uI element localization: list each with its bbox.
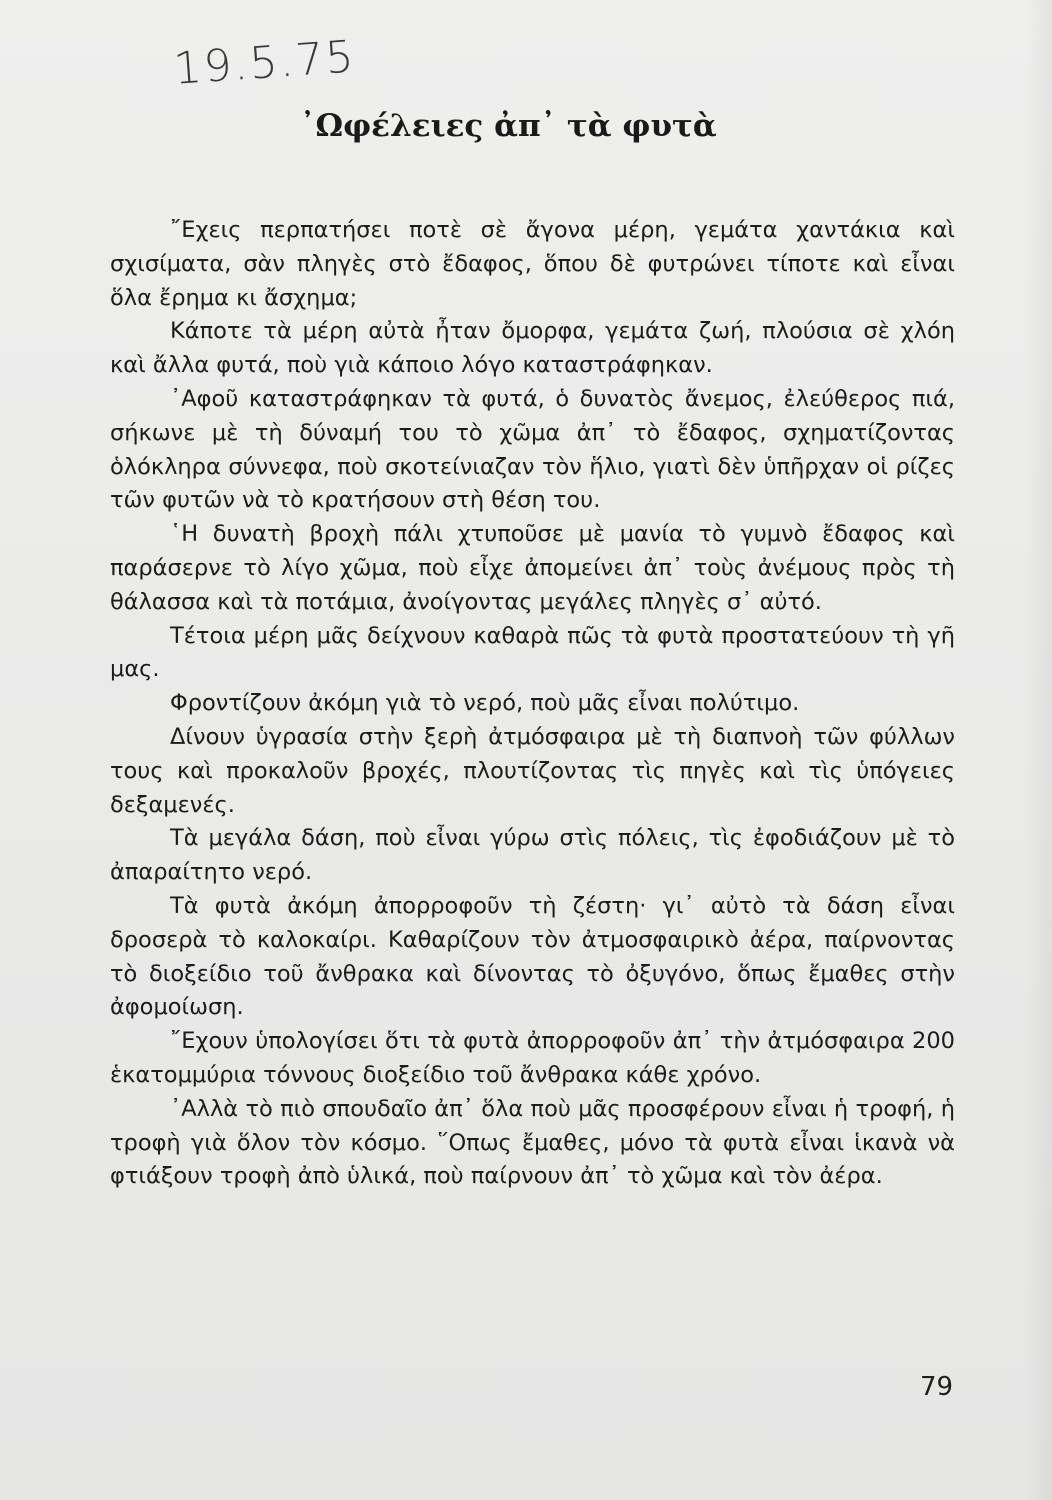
page-title: ᾿Ωφέλειες ἀπ᾿ τὰ φυτὰ xyxy=(300,108,717,144)
paragraph-6: Φροντίζουν ἀκόμη γιὰ τὸ νερό, ποὺ μᾶς εἶναι πολύτιμο. xyxy=(170,690,800,717)
page-edge-shadow xyxy=(1024,0,1052,1500)
paragraph-9: Τὰ φυτὰ ἀκόμη ἀπορροφοῦν τὴ ζέστη· γι᾿ αὐτὸ τὰ δάση εἶναι δροσερὰ τὸ καλοκαίρι. Καθαρίζουν τὸν ἀτμοσφαιρικὸ ἀέρα, παίρνοντας τὸ διοξείδιο τοῦ ἄνθρακα καὶ δίνοντας τὸ ὀξυγόνο, ὅπως ἔμαθες στὴν ἀφομοίωση. xyxy=(110,892,955,1021)
paragraph-10: ῎Εχουν ὑπολογίσει ὅτι τὰ φυτὰ ἀπορροφοῦν ἀπ᾿ τὴν ἀτμόσφαιρα 200 ἑκατομμύρια τόννους διοξείδιο τοῦ ἄνθρακα κάθε χρόνο. xyxy=(110,1028,955,1088)
body-text xyxy=(110,214,955,1194)
paragraph-4: ῾Η δυνατὴ βροχὴ πάλι χτυποῦσε μὲ μανία τὸ γυμνὸ ἔδαφος καὶ παράσερνε τὸ λίγο χῶμα, ποὺ εἶχε ἀπομείνει ἀπ᾿ τοὺς ἀνέμους πρὸς τὴ θάλασσα καὶ τὰ ποτάμια, ἀνοίγοντας μεγάλες πληγὲς σ᾿ αὐτό. xyxy=(110,521,955,615)
paragraph-3: ᾿Αφοῦ καταστράφηκαν τὰ φυτά, ὁ δυνατὸς ἄνεμος, ἐλεύθερος πιά, σήκωνε μὲ τὴ δύναμή του τὸ χῶμα ἀπ᾿ τὸ ἔδαφος, σχηματίζοντας ὁλόκληρα σύννεφα, ποὺ σκοτείνιαζαν τὸν ἥλιο, γιατὶ δὲν ὑπῆρχαν οἱ ρίζες τῶν φυτῶν νὰ τὸ κρατήσουν στὴ θέση του. xyxy=(110,385,955,514)
handwritten-date-annotation: 19.5.75 xyxy=(172,31,358,95)
paragraph-1: ῎Εχεις περπατήσει ποτὲ σὲ ἄγονα μέρη, γεμάτα χαντάκια καὶ σχισίματα, σὰν πληγὲς στὸ ἔδαφος, ὅπου δὲ φυτρώνει τίποτε καὶ εἶναι ὅλα ἔρημα κι ἄσχημα; xyxy=(110,217,955,311)
paragraph-2: Κάποτε τὰ μέρη αὐτὰ ἦταν ὄμορφα, γεμάτα ζωή, πλούσια σὲ χλόη καὶ ἄλλα φυτά, ποὺ γιὰ κάποιο λόγο καταστράφηκαν. xyxy=(110,318,955,379)
page-number: 79 xyxy=(920,1372,954,1402)
paragraph-5: Τέτοια μέρη μᾶς δείχνουν καθαρὰ πῶς τὰ φυτὰ προστατεύουν τὴ γῆ μας. xyxy=(110,622,955,683)
paragraph-7: Δίνουν ὑγρασία στὴν ξερὴ ἀτμόσφαιρα μὲ τὴ διαπνοὴ τῶν φύλλων τους καὶ προκαλοῦν βροχές, πλουτίζοντας τὶς πηγὲς καὶ τὶς ὑπόγειες δεξαμενές. xyxy=(110,723,955,818)
paragraph-11: ᾿Αλλὰ τὸ πιὸ σπουδαῖο ἀπ᾿ ὅλα ποὺ μᾶς προσφέρουν εἶναι ἡ τροφή, ἡ τροφὴ γιὰ ὅλον τὸν κόσμο. ῞Οπως ἔμαθες, μόνο τὰ φυτὰ εἶναι ἱκανὰ νὰ φτιάξουν τροφὴ ἀπὸ ὑλικά, ποὺ παίρνουν ἀπ᾿ τὸ χῶμα καὶ τὸν ἀέρα. xyxy=(110,1095,955,1190)
paragraph-8: Τὰ μεγάλα δάση, ποὺ εἶναι γύρω στὶς πόλεις, τὶς ἐφοδιάζουν μὲ τὸ ἀπαραίτητο νερό. xyxy=(110,825,955,886)
